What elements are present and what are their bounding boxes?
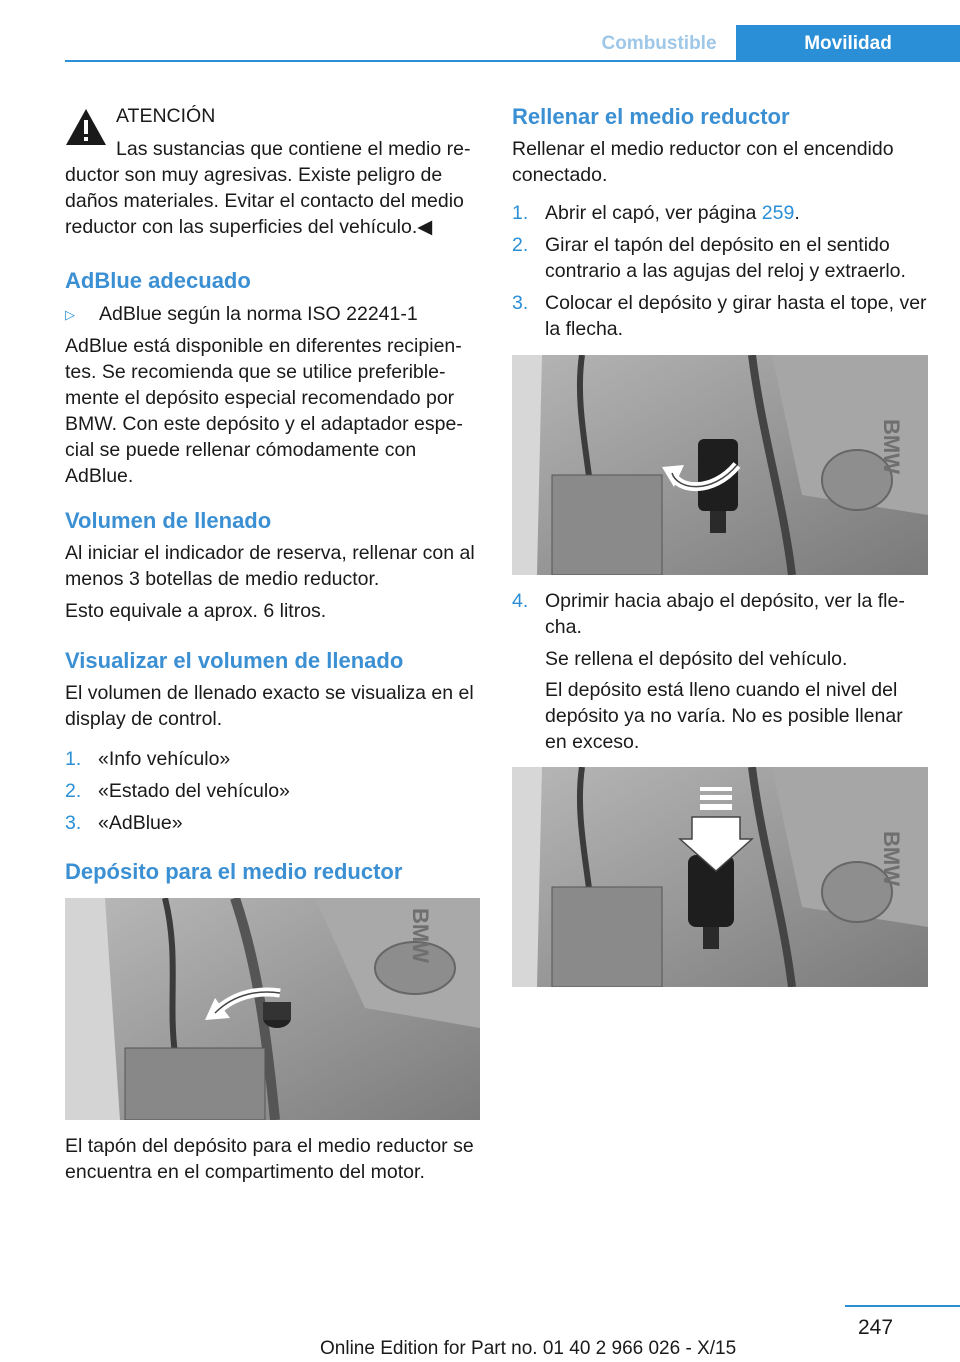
step-text: «Info vehículo» <box>98 748 231 770</box>
volumen-body-1: Al iniciar el indicador de reserva, rellenar con al menos 3 botellas de medio reductor. <box>65 542 475 590</box>
list-item <box>512 290 928 342</box>
heading-visualizar: Visualizar el volumen de llenado <box>65 648 404 673</box>
deposito-caption: El tapón del depósito para el medio reductor se encuentra en el compartimento del motor. <box>65 1135 474 1183</box>
warning-title: ATENCIÓN <box>116 105 216 127</box>
step4-sub-2: El depósito está lleno cuando el nivel del depósito ya no varía. No es posible llenar en exceso. <box>545 679 903 753</box>
list-item <box>512 200 928 226</box>
list-item <box>65 746 480 772</box>
brand-label: BMW <box>879 831 904 886</box>
engine-photo-press <box>512 767 928 987</box>
step-text: «Estado del vehículo» <box>98 780 290 802</box>
step-text: Oprimir hacia abajo el depósito, ver la flecha. <box>545 590 905 638</box>
warning-text: Las sustancias que contiene el medio reductor son muy agresivas. Existe peligro de daños materiales. Evitar el contacto del medio reductor con las superficies del vehículo.◀ <box>65 138 471 238</box>
engine-photo-insert <box>512 355 928 575</box>
header-rule <box>65 60 960 62</box>
tab-movilidad[interactable]: Movilidad <box>736 25 960 62</box>
heading-rellenar: Rellenar el medio reductor <box>512 104 790 129</box>
bullet-item <box>65 301 480 327</box>
tab-combustible[interactable]: Combustible <box>582 25 736 62</box>
step-text: Girar el tapón del depósito en el sentido contrario a las agujas del reloj y extraerlo. <box>545 234 906 282</box>
step-number: 1. <box>65 748 82 770</box>
list-item <box>512 232 928 284</box>
page-number: 247 <box>858 1316 894 1339</box>
list-item <box>65 778 480 804</box>
adblue-body: AdBlue está disponible en diferentes recipientes. Se recomienda que se utilice preferiblemente el depósito especial recomendado por BMW. Con este depósito y el adaptador especial se puede rellenar cómodamente con AdBlue. <box>65 335 463 487</box>
step-text: «AdBlue» <box>98 812 183 834</box>
step-number: 2. <box>65 780 82 802</box>
page-link[interactable]: 259 <box>761 202 795 224</box>
step-number: 2. <box>512 234 529 256</box>
step-text-end: . <box>794 202 800 224</box>
engine-illustration <box>512 355 928 575</box>
list-item <box>512 588 928 640</box>
step-text: Colocar el depósito y girar hasta el tope, ver la flecha. <box>545 292 927 340</box>
brand-label: BMW <box>408 908 433 963</box>
footer-edition: Online Edition for Part no. 01 40 2 966 026 - X/15 <box>320 1338 737 1359</box>
triangle-bullet-icon: ▷ <box>65 307 75 322</box>
footer-rule <box>845 1305 960 1307</box>
volumen-body-2: Esto equivale a aprox. 6 litros. <box>65 600 327 622</box>
list-item <box>65 810 480 836</box>
step4-sub-1: Se rellena el depósito del vehículo. <box>545 648 848 670</box>
step-text-part: Abrir el capó, ver página <box>545 202 762 224</box>
step-number: 3. <box>65 812 82 834</box>
rellenar-intro: Rellenar el medio reductor con el encendido conectado. <box>512 138 894 186</box>
brand-label: BMW <box>879 419 904 474</box>
engine-photo-cap-location <box>65 898 480 1120</box>
heading-adblue-adecuado: AdBlue adecuado <box>65 268 251 293</box>
step-number: 1. <box>512 202 529 224</box>
heading-deposito: Depósito para el medio reductor <box>65 859 403 884</box>
bullet-text: AdBlue según la norma ISO 22241-1 <box>99 303 418 325</box>
step-number: 4. <box>512 590 529 612</box>
heading-volumen-llenado: Volumen de llenado <box>65 508 272 533</box>
step-number: 3. <box>512 292 529 314</box>
visualizar-body: El volumen de llenado exacto se visualiza en el display de control. <box>65 682 474 730</box>
step-text <box>545 200 800 226</box>
engine-illustration <box>512 767 928 987</box>
